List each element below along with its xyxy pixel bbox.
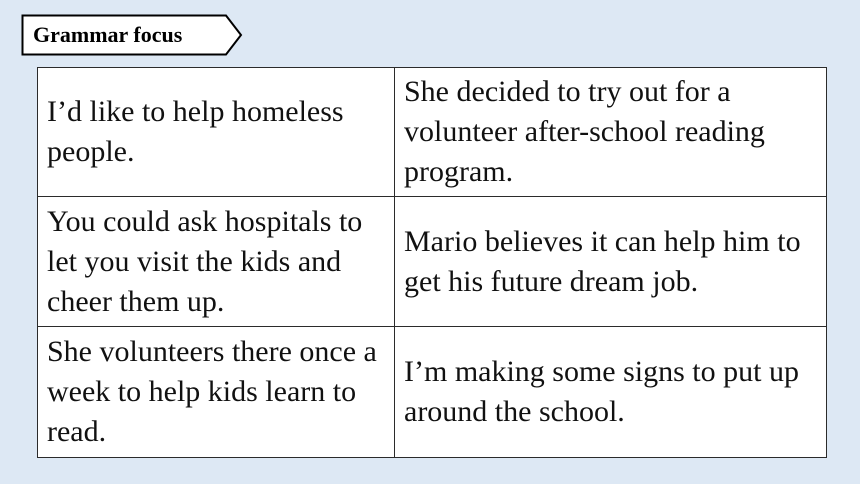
grammar-focus-tag bbox=[21, 14, 243, 56]
table-cell: She volunteers there once a week to help kids learn to read. bbox=[38, 327, 395, 458]
table-cell: I’d like to help homeless people. bbox=[38, 68, 395, 197]
grammar-examples-table bbox=[37, 67, 827, 458]
table-row bbox=[38, 327, 827, 458]
table-cell: You could ask hospitals to let you visit the kids and cheer them up. bbox=[38, 197, 395, 327]
table-cell: She decided to try out for a volunteer after-school reading program. bbox=[395, 68, 827, 197]
grammar-focus-label: Grammar focus bbox=[33, 22, 183, 47]
table-row bbox=[38, 197, 827, 327]
table-cell: I’m making some signs to put up around the school. bbox=[395, 327, 827, 458]
table-row bbox=[38, 68, 827, 197]
table-cell: Mario believes it can help him to get his future dream job. bbox=[395, 197, 827, 327]
